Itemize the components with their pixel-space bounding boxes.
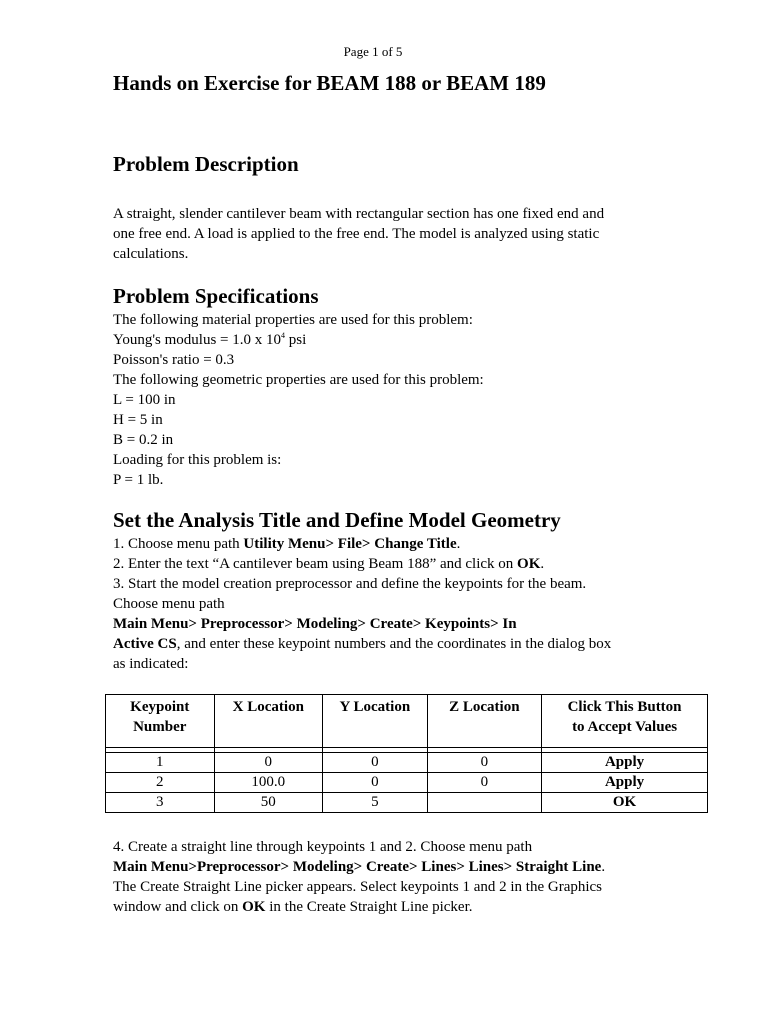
ok-label: OK	[517, 556, 541, 572]
document-body	[113, 68, 713, 917]
loading-intro: Loading for this problem is:	[113, 452, 282, 468]
poissons-ratio: Poisson's ratio = 0.3	[113, 352, 235, 368]
cell-x: 100.0	[214, 773, 323, 793]
cell-y: 5	[323, 793, 428, 813]
cell-button: Apply	[542, 753, 708, 773]
heading-analysis-title-geometry: Set the Analysis Title and Define Model Geometry	[113, 508, 561, 532]
youngs-modulus: Young's modulus = 1.0 x $10^4$ psi	[113, 331, 307, 348]
table-header-row	[106, 695, 708, 748]
table-row	[106, 753, 708, 773]
table-row	[106, 773, 708, 793]
keypoints-table	[105, 694, 708, 813]
header-x-location: X Location	[214, 695, 323, 748]
cell-z: 0	[427, 753, 542, 773]
step-3-line-4: Active CS, and enter these keypoint numbers and the coordinates in the dialog box	[113, 636, 612, 652]
heading-problem-description: Problem Description	[113, 152, 299, 176]
material-intro: The following material properties are used for this problem:	[113, 312, 473, 328]
geometric-intro: The following geometric properties are used for this problem:	[113, 372, 484, 388]
cell-keypoint: 1	[106, 753, 215, 773]
header-y-location: Y Location	[323, 695, 428, 748]
length-value: L = 100 in	[113, 392, 176, 408]
height-value: H = 5 in	[113, 412, 163, 428]
document-title: Hands on Exercise for BEAM 188 or BEAM 189	[113, 71, 546, 95]
cell-x: 50	[214, 793, 323, 813]
description-line: A straight, slender cantilever beam with rectangular section has one fixed end and	[113, 206, 605, 222]
cell-z: 0	[427, 773, 542, 793]
cell-button: OK	[542, 793, 708, 813]
specifications-list	[113, 310, 713, 490]
step-3-menu-path: Main Menu> Preprocessor> Modeling> Create> Keypoints> In	[113, 616, 517, 632]
width-value: B = 0.2 in	[113, 432, 174, 448]
geometry-steps	[113, 534, 713, 674]
description-line: one free end. A load is applied to the free end. The model is analyzed using static	[113, 226, 600, 242]
step-4	[113, 837, 713, 917]
description-line: calculations.	[113, 246, 189, 262]
step-3-line-1: 3. Start the model creation preprocessor and define the keypoints for the beam.	[113, 576, 587, 592]
step-4-menu-path: Main Menu>Preprocessor> Modeling> Create> Lines> Lines> Straight Line.	[113, 859, 606, 875]
step-3-line-5: as indicated:	[113, 656, 189, 672]
load-value: P = 1 lb.	[113, 472, 164, 488]
header-z-location: Z Location	[427, 695, 542, 748]
menu-path-change-title: Utility Menu> File> Change Title	[243, 536, 457, 552]
step-1: 1. Choose menu path Utility Menu> File> Change Title.	[113, 536, 461, 552]
step-4-line-1: 4. Create a straight line through keypoints 1 and 2. Choose menu path	[113, 839, 533, 855]
cell-button: Apply	[542, 773, 708, 793]
problem-description-paragraph	[113, 204, 713, 264]
step-4-line-4: window and click on OK in the Create Straight Line picker.	[113, 899, 473, 915]
ok-label: OK	[242, 899, 266, 915]
youngs-exponent: 4	[281, 331, 286, 340]
step-2: 2. Enter the text “A cantilever beam using Beam 188” and click on OK.	[113, 556, 545, 572]
cell-keypoint: 3	[106, 793, 215, 813]
step-4-line-3: The Create Straight Line picker appears. Select keypoints 1 and 2 in the Graphics	[113, 879, 603, 895]
header-click-button: Click This Button to Accept Values	[542, 695, 708, 748]
header-keypoint-number: Keypoint Number	[106, 695, 215, 748]
heading-problem-specifications: Problem Specifications	[113, 284, 319, 308]
cell-y: 0	[323, 773, 428, 793]
active-cs-label: Active CS	[113, 636, 177, 652]
cell-x: 0	[214, 753, 323, 773]
cell-z	[427, 793, 542, 813]
cell-keypoint: 2	[106, 773, 215, 793]
step-3-line-2: Choose menu path	[113, 596, 225, 612]
page-number: Page 1 of 5	[343, 44, 403, 59]
table-row	[106, 793, 708, 813]
cell-y: 0	[323, 753, 428, 773]
